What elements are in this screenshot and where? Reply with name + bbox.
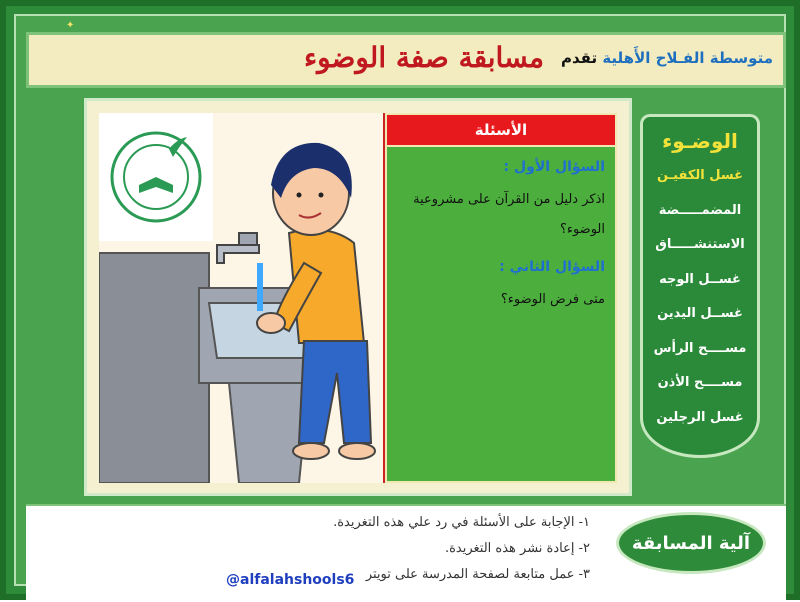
wudu-steps-sidebar [640,114,760,458]
rule-item: ٣- عمل متابعة لصفحة المدرسة على تويتر [365,567,590,582]
page-title: مسابقة صفة الوضوء [303,41,545,74]
sidebar-item-wipe-ears[interactable]: مســــح الأذن [657,375,743,390]
sidebar-item-rinse-nose[interactable]: الاستنشـــــاق [655,237,745,252]
school-name: متوسطة الفـلاح الأَهلية [602,49,773,67]
sidebar-item-wash-feet[interactable]: غسل الرجلين [656,409,744,425]
question-2-label: السؤال الثاني : [499,259,605,275]
sidebar-item-wash-arms[interactable]: غســل اليدين [657,306,743,321]
sidebar-item-wash-face[interactable]: غســل الوجه [659,271,741,287]
presenter-verb: تقدم [561,49,598,67]
sidebar-item-rinse-mouth[interactable]: المضمـــــضة [658,202,742,218]
questions-header: الأسئلة [385,113,617,147]
sidebar-item-wash-hands[interactable]: غسل الكفيـن [657,168,743,183]
wudu-steps-list [643,159,757,435]
school-logo [99,113,213,241]
footer-panel [26,504,786,602]
sidebar-title: الوضـوء [662,129,738,153]
wudu-illustration [99,113,383,483]
content-box [84,98,632,496]
question-2-text: متى فرض الوضوء؟ [500,292,605,307]
rule-item: ١- الإجابة على الأسئلة في رد علي هذه التغريدة. [333,515,590,530]
question-1-text: اذكر دليل من القرآن على مشروعية الوضوء؟ [413,192,605,237]
sidebar-item-wipe-head[interactable]: مســــح الرأس [653,340,747,356]
question-1-label: السؤال الأول : [503,159,605,175]
twitter-handle-link[interactable]: @alfalahshools6 [226,572,355,588]
rule-item: ٢- إعادة نشر هذه التغريدة. [444,541,590,556]
school-seal-icon [99,113,213,241]
content-inner [99,113,617,483]
header-banner [26,32,786,88]
star-icon: ✦ [66,20,75,31]
presenter-line [561,49,773,67]
questions-panel [385,113,617,483]
competition-mechanism-button[interactable]: آلية المسابقة [616,512,766,574]
questions-body [385,147,617,483]
